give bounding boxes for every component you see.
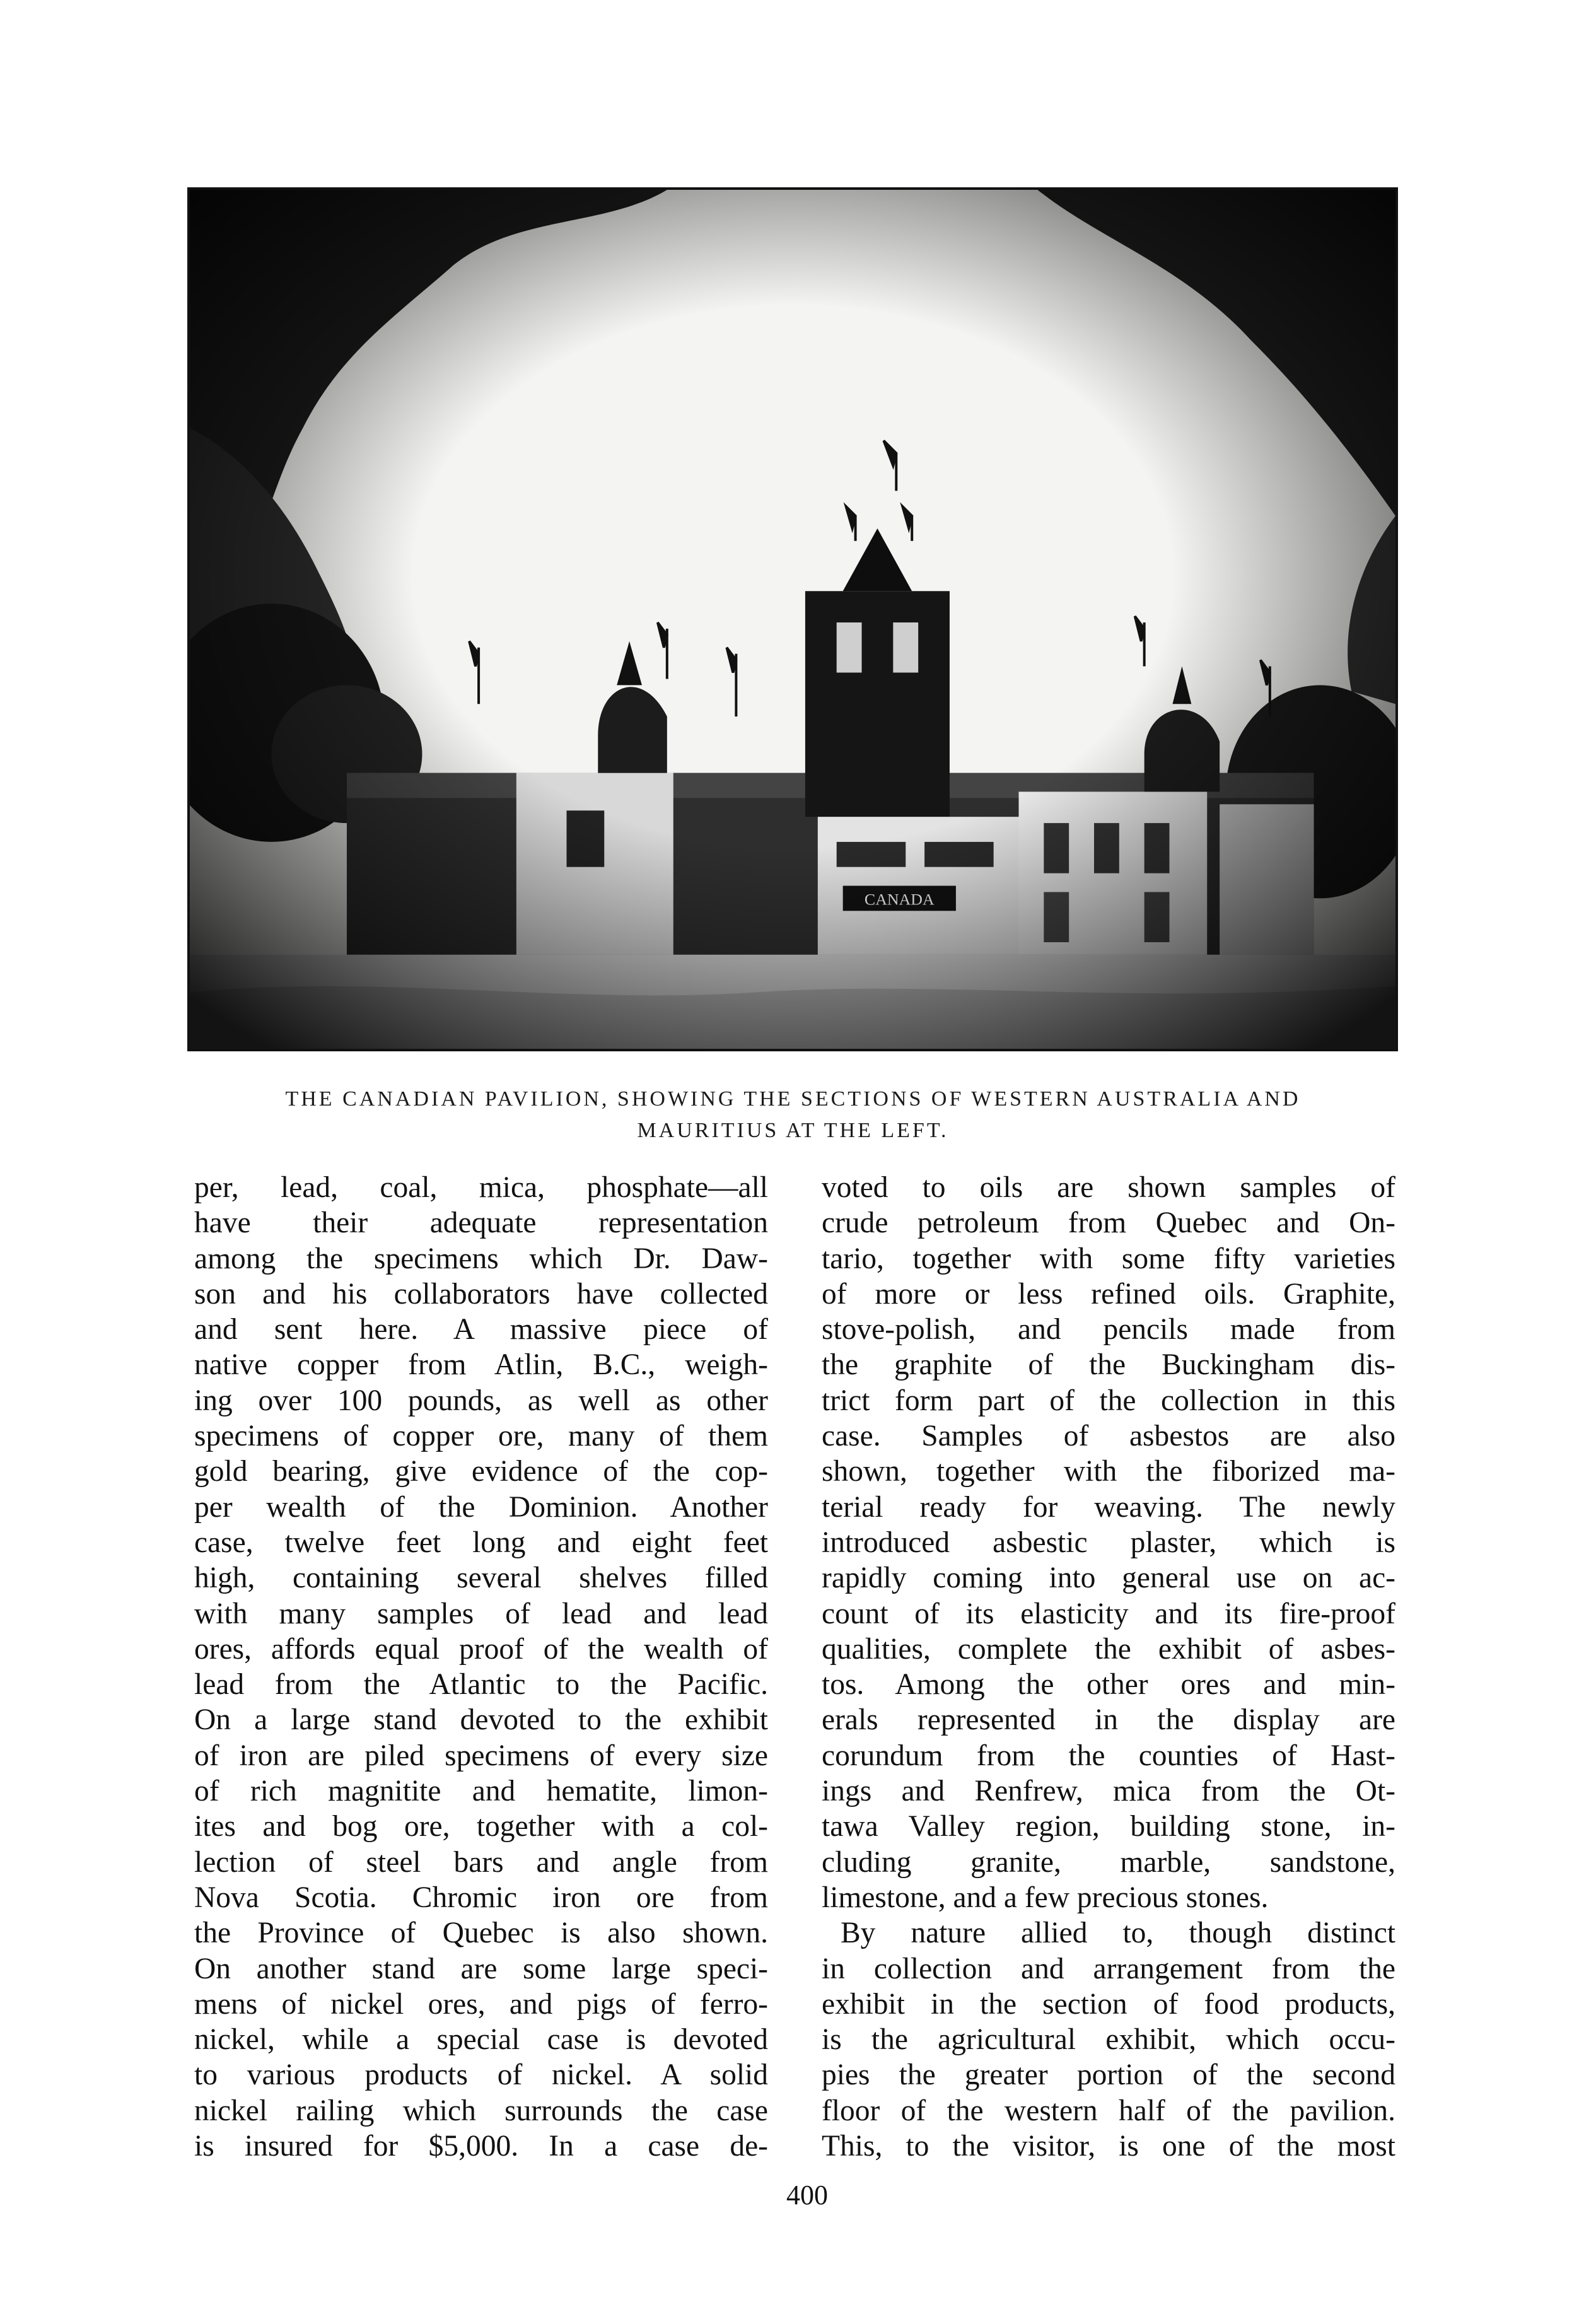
text-line: case. Samples of asbestos are also: [822, 1420, 1395, 1453]
text-line: gold bearing, give evidence of the cop-: [194, 1455, 768, 1488]
text-line: of more or less refined oils. Graphite,: [822, 1277, 1395, 1311]
text-line: nickel, while a special case is devoted: [194, 2023, 768, 2057]
text-line: count of its elasticity and its fire-proof: [822, 1597, 1395, 1630]
text-line: erals represented in the display are: [822, 1703, 1395, 1737]
text-line: terial ready for weaving. The newly: [822, 1490, 1395, 1524]
text-line: per, lead, coal, mica, phosphate—all: [194, 1171, 768, 1204]
pavilion-illustration: [190, 190, 1395, 1049]
text-line: limestone, and a few precious stones.: [822, 1881, 1269, 1914]
text-line: to various products of nickel. A solid: [194, 2058, 768, 2092]
text-line: crude petroleum from Quebec and On-: [822, 1206, 1395, 1240]
text-line: lead from the Atlantic to the Pacific.: [194, 1668, 768, 1702]
text-line: Nova Scotia. Chromic iron ore from: [194, 1881, 768, 1914]
text-line: high, containing several shelves filled: [194, 1562, 768, 1595]
text-line: cluding granite, marble, sandstone,: [822, 1845, 1395, 1879]
text-line: pies the greater portion of the second: [822, 2058, 1395, 2092]
text-line: ores, affords equal proof of the wealth of: [194, 1632, 768, 1666]
text-line: the Province of Quebec is also shown.: [194, 1917, 768, 1950]
text-line: floor of the western half of the pavilion.: [822, 2094, 1395, 2127]
text-line: tawa Valley region, building stone, in-: [822, 1810, 1395, 1843]
text-line: On another stand are some large speci-: [194, 1952, 768, 1985]
text-line: tario, together with some fifty varieties: [822, 1242, 1395, 1275]
text-line: voted to oils are shown samples of: [822, 1171, 1395, 1204]
text-line: This, to the visitor, is one of the most: [822, 2130, 1395, 2163]
text-line: On a large stand devoted to the exhibit: [194, 1703, 768, 1737]
right-text-column: [822, 1170, 1395, 2164]
text-line: nickel railing which surrounds the case: [194, 2094, 768, 2127]
text-line: ing over 100 pounds, as well as other: [194, 1384, 768, 1417]
text-line: of rich magnitite and hematite, limon-: [194, 1775, 768, 1808]
text-line: exhibit in the section of food products,: [822, 1987, 1395, 2021]
text-line: ings and Renfrew, mica from the Ot-: [822, 1775, 1395, 1808]
figure-caption: [189, 1083, 1397, 1147]
text-line: shown, together with the fiborized ma-: [822, 1455, 1395, 1488]
text-line: stove-polish, and pencils made from: [822, 1313, 1395, 1346]
text-line: rapidly coming into general use on ac-: [822, 1562, 1395, 1595]
caption-line-1: THE CANADIAN PAVILION, SHOWING THE SECTIONS OF WESTERN AUSTRALIA AND: [285, 1087, 1301, 1111]
text-line: son and his collaborators have collected: [194, 1277, 768, 1311]
text-line: specimens of copper ore, many of them: [194, 1420, 768, 1453]
pavilion-photograph: [187, 187, 1398, 1051]
text-line: is insured for $5,000. In a case de-: [194, 2130, 768, 2163]
left-text-column: [194, 1170, 768, 2164]
text-line: among the specimens which Dr. Daw-: [194, 1242, 768, 1275]
text-line: trict form part of the collection in this: [822, 1384, 1395, 1417]
text-line: the graphite of the Buckingham dis-: [822, 1348, 1395, 1382]
text-line: in collection and arrangement from the: [822, 1952, 1395, 1985]
text-line: ites and bog ore, together with a col-: [194, 1810, 768, 1843]
text-line: mens of nickel ores, and pigs of ferro-: [194, 1987, 768, 2021]
text-line: qualities, complete the exhibit of asbes-: [822, 1632, 1395, 1666]
page-number: 400: [786, 2180, 828, 2210]
text-line: of iron are piled specimens of every size: [194, 1739, 768, 1772]
text-line: native copper from Atlin, B.C., weigh-: [194, 1348, 768, 1382]
text-line: introduced asbestic plaster, which is: [822, 1526, 1395, 1559]
caption-line-2: MAURITIUS AT THE LEFT.: [637, 1119, 949, 1142]
text-line: case, twelve feet long and eight feet: [194, 1526, 768, 1559]
text-line: is the agricultural exhibit, which occu-: [822, 2023, 1395, 2057]
text-line: tos. Among the other ores and min-: [822, 1668, 1395, 1702]
text-line: with many samples of lead and lead: [194, 1597, 768, 1630]
text-line: By nature allied to, though distinct: [841, 1917, 1395, 1950]
text-line: and sent here. A massive piece of: [194, 1313, 768, 1346]
text-line: per wealth of the Dominion. Another: [194, 1490, 768, 1524]
text-line: lection of steel bars and angle from: [194, 1845, 768, 1879]
text-line: corundum from the counties of Hast-: [822, 1739, 1395, 1772]
text-line: have their adequate representation: [194, 1206, 768, 1240]
